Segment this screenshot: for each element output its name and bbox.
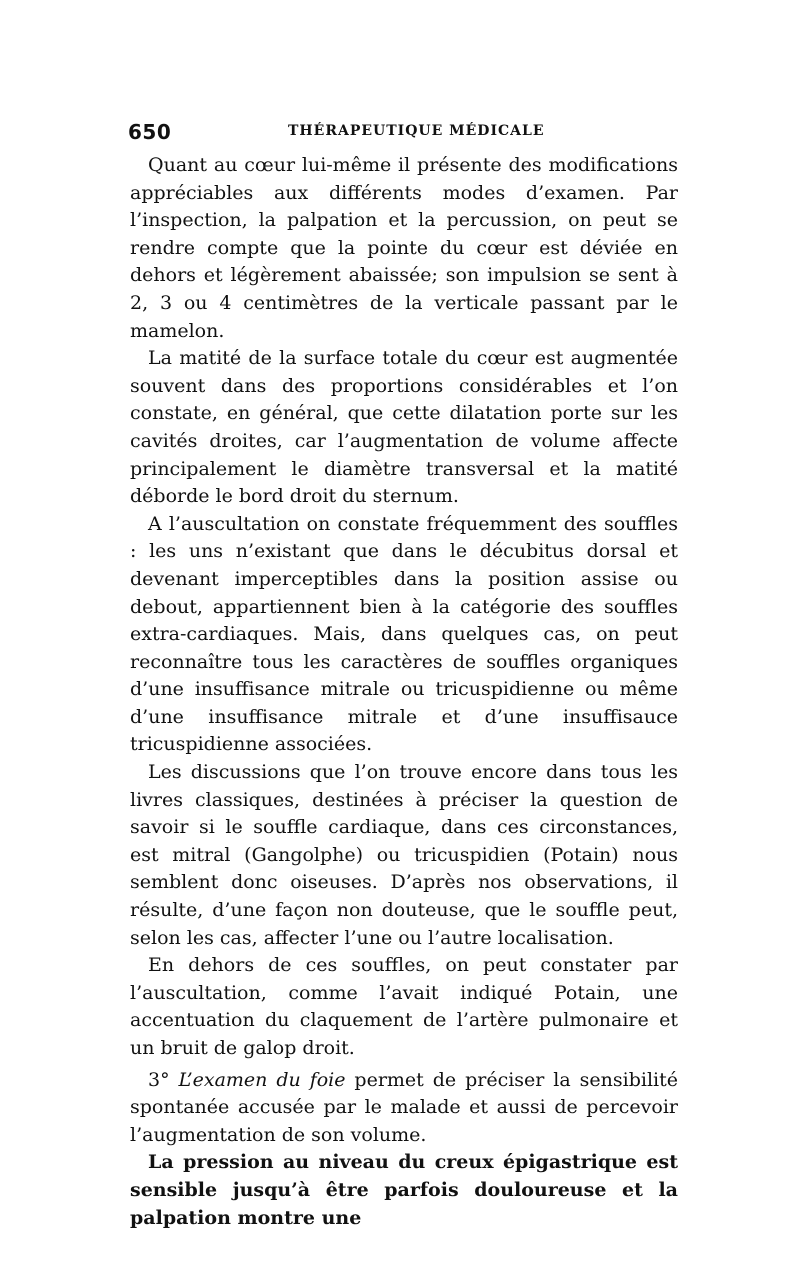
paragraph-liver-examination <box>130 1067 678 1150</box>
page-header <box>128 120 688 144</box>
paragraph-auscultation: A l’auscultation on constate fréquemment des souffles : les uns n’existant que dans le décubitus dorsal et devenant imperceptibles dans la position assise ou debout, appartiennent bien à la catégorie des souffles extra-cardiaques. Mais, dans quelques cas, on peut reconnaître tous les caractères de souffles organiques d’une insuffisance mitrale ou tricuspidienne ou même d’une insuffisance mitrale et d’une insuffisauce tricuspidienne associées. <box>130 512 678 756</box>
italic-lead: L’examen du foie <box>178 1068 346 1091</box>
running-head: THÉRAPEUTIQUE MÉDICALE <box>288 123 545 139</box>
paragraph-dullness: La matité de la surface totale du cœur est augmentée souvent dans des proportions considérables et l’on constate, en général, que cette dilatation porte sur les cavités droites, car l’augmentation de volume affecte principalement le diamètre transversal et la matité déborde le bord droit du sternum. <box>130 347 678 508</box>
body-text <box>130 152 678 1232</box>
paragraph-heart-examination: Quant au cœur lui-même il présente des modifications appréciables aux différents modes d’examen. Par l’inspection, la palpation et la percussion, on peut se rendre compte que la pointe du cœur est déviée en dehors et légèrement abaissée; son impulsion se sent à 2, 3 ou 4 centimètres de la verticale passant par le mamelon. <box>130 154 678 342</box>
section-number: 3° <box>148 1068 170 1091</box>
page-number: 650 <box>128 120 172 144</box>
paragraph-pulmonary-accentuation: En dehors de ces souffles, on peut constater par l’auscultation, comme l’avait indiqué Potain, une accentuation du claquement de l’artère pulmonaire et un bruit de galop droit. <box>130 954 678 1059</box>
paragraph-epigastric-pressure: La pression au niveau du creux épigastrique est sensible jusqu’à être parfois douloureuse et la palpation montre une <box>130 1151 678 1229</box>
liver-text: permet de préciser la sensibilité spontanée accusée par le malade et aussi de percevoir l’augmentation de son volume. <box>130 1068 678 1146</box>
paragraph-discussions: Les discussions que l’on trouve encore dans tous les livres classiques, destinées à préciser la question de savoir si le souffle cardiaque, dans ces circonstances, est mitral (Gangolphe) ou tricuspidien (Potain) nous semblent donc oiseuses. D’après nos observations, il résulte, d’une façon non douteuse, que le souffle peut, selon les cas, affecter l’une ou l’autre localisation. <box>130 761 678 949</box>
